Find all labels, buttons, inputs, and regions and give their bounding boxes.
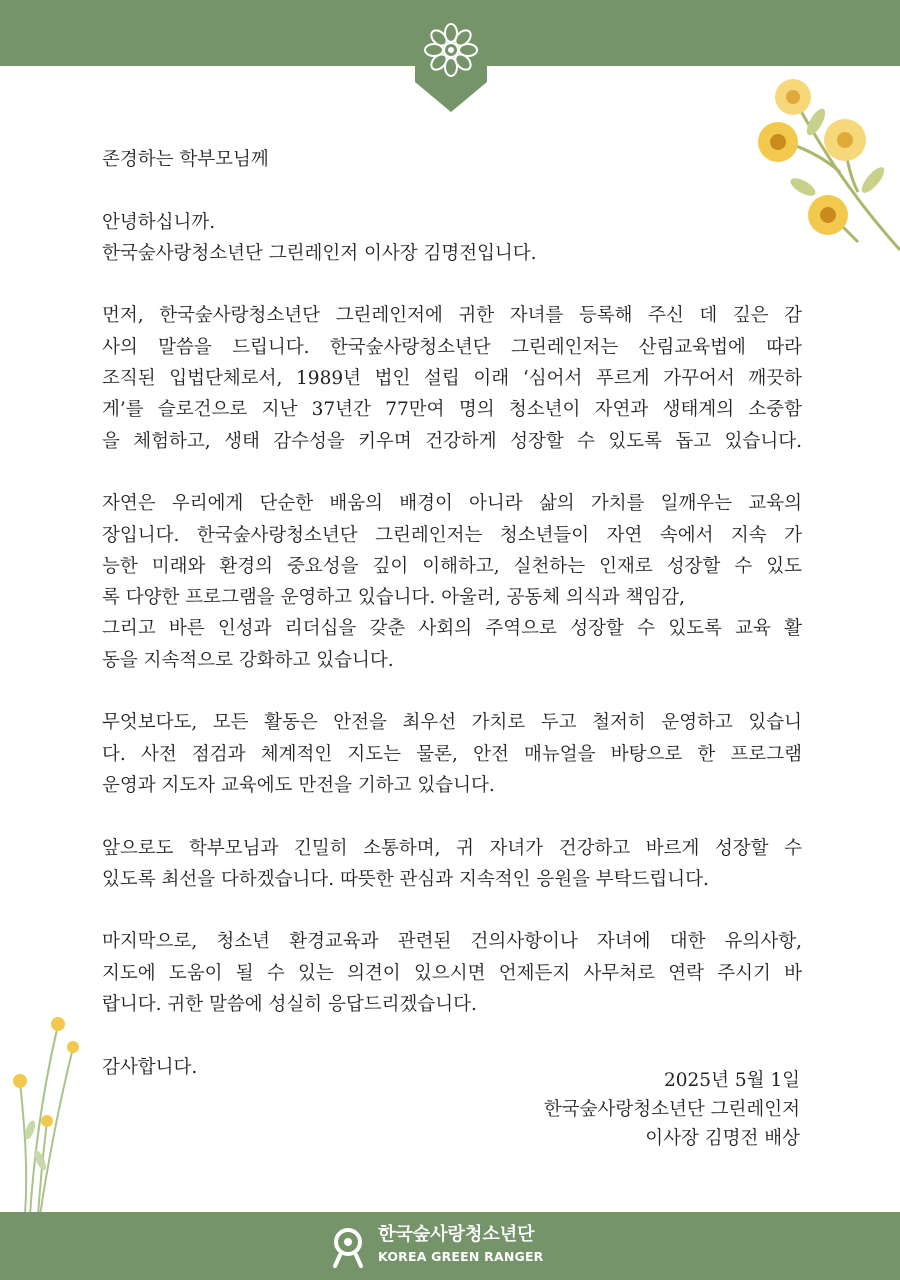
closing: 감사합니다. [102, 1056, 198, 1078]
paragraph-line: 사의 말씀을 드립니다. 한국숲사랑청소년단 그린레인저는 산림교육법에 따라 [102, 336, 802, 358]
paragraph-line: 능한 미래와 환경의 중요성을 깊이 이해하고, 실천하는 인재로 성장할 수 있도 [102, 555, 802, 577]
paragraph-line: 조직된 입법단체로서, 1989년 법인 설립 이래 ‘심어서 푸르게 가꾸어서 깨끗하 [102, 368, 802, 390]
paragraph-line: 먼저, 한국숲사랑청소년단 그린레인저에 귀한 자녀를 등록해 주신 데 깊은 감 [102, 305, 802, 327]
paragraph [102, 707, 802, 801]
paragraph-line: 장입니다. 한국숲사랑청소년단 그린레인저는 청소년들이 자연 속에서 지속 가 [102, 524, 802, 546]
signature-block [544, 1066, 800, 1153]
signature-date: 2025년 5월 1일 [664, 1070, 800, 1091]
paragraph-line: 랍니다. 귀한 말씀에 성실히 응답드리겠습니다. [102, 994, 477, 1016]
paragraph-line: 록 다양한 프로그램을 운영하고 있습니다. 아울러, 공동체 의식과 책임감, [102, 587, 685, 609]
flower-emblem-icon [423, 22, 479, 78]
korea-green-ranger-logo-icon [326, 1225, 370, 1269]
signature-signer: 이사장 김명전 배상 [645, 1128, 800, 1149]
paragraph-line: 을 체험하고, 생태 감수성을 키우며 건강하게 성장할 수 있도록 돕고 있습니다. [102, 430, 802, 452]
footer-band [0, 1212, 900, 1280]
paragraph-line: 동을 지속적으로 강화하고 있습니다. [102, 649, 394, 671]
paragraph-line: 지도에 도움이 될 수 있는 의견이 있으시면 언제든지 사무처로 연락 주시기 바 [102, 962, 802, 984]
paragraph [102, 488, 802, 676]
paragraph-line: 앞으로도 학부모님과 긴밀히 소통하며, 귀 자녀가 건강하고 바르게 성장할 수 [102, 837, 802, 859]
wildflower-decoration-icon [0, 1010, 95, 1215]
paragraph-line: 자연은 우리에게 단순한 배움의 배경이 아니라 삶의 가치를 일깨우는 교육의 [102, 493, 802, 515]
paragraph [102, 926, 802, 1020]
paragraph-line: 게’를 슬로건으로 지난 37년간 77만여 명의 청소년이 자연과 생태계의 소중함 [102, 399, 802, 421]
paragraph-line: 마지막으로, 청소년 환경교육과 관련된 건의사항이나 자녀에 대한 유의사항, [102, 931, 802, 953]
paragraph-line: 운영과 지도자 교육에도 만전을 기하고 있습니다. [102, 774, 495, 796]
letter-body [102, 144, 802, 1083]
salutation: 존경하는 학부모님께 [102, 149, 269, 170]
signature-organization: 한국숲사랑청소년단 그린레인저 [543, 1099, 800, 1120]
footer-org-name-ko: 한국숲사랑청소년단 [378, 1224, 535, 1245]
paragraph-line: 무엇보다도, 모든 활동은 안전을 최우선 가치로 두고 철저히 운영하고 있습니 [102, 712, 802, 734]
paragraph [102, 300, 802, 456]
intro-line: 한국숲사랑청소년단 그린레인저 이사장 김명전입니다. [102, 242, 537, 264]
paragraph-line: 그리고 바른 인성과 리더십을 갖춘 사회의 주역으로 성장할 수 있도록 교육 활 [102, 618, 802, 640]
paragraph-line: 다. 사전 점검과 체계적인 지도는 물론, 안전 매뉴얼을 바탕으로 한 프로그램 [102, 743, 802, 765]
paragraph [102, 833, 802, 896]
footer-org-name-en: KOREA GREEN RANGER [378, 1249, 544, 1264]
intro-line: 안녕하십니까. [102, 211, 216, 233]
paragraph-line: 있도록 최선을 다하겠습니다. 따뜻한 관심과 지속적인 응원을 부탁드립니다. [102, 868, 709, 890]
